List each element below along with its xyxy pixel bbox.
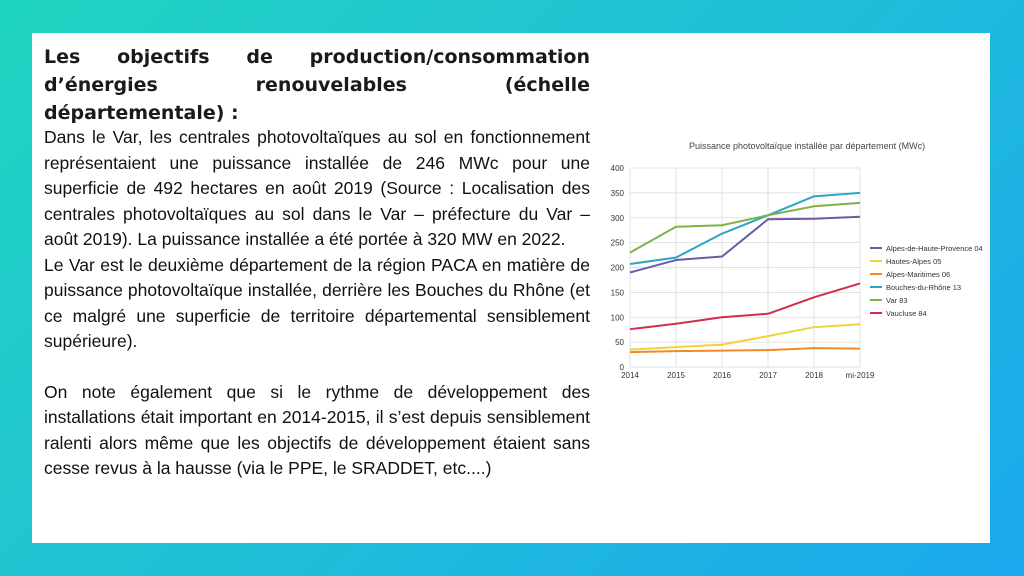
- body-text: [44, 125, 590, 482]
- x-tick-label: mi-2019: [845, 371, 875, 380]
- paragraph-paca-ranking: Le Var est le deuxième département de la région PACA en matière de puissance photovoltaïque installée, derrière les Bouches du Rhône (et ce malgré une superficie de territoire départemental sensiblement supérieure).: [44, 254, 590, 351]
- y-tick-label: 100: [610, 313, 624, 323]
- paragraph-development-rhythm: On note également que si le rythme de développement des installations était important en 2014-2015, il s’est depuis sensiblement ralenti alors même que les objectifs de développement étaient sans cesse revus à la hausse (via le PPE, le SRADDET, etc....): [44, 381, 590, 478]
- slide-heading: [44, 43, 590, 127]
- y-tick-label: 200: [610, 263, 624, 273]
- series-line: [630, 324, 860, 349]
- y-tick-label: 0: [619, 363, 624, 372]
- legend-label: Var 83: [886, 296, 908, 305]
- series-line: [630, 203, 860, 253]
- y-tick-label: 350: [610, 188, 624, 198]
- x-tick-label: 2018: [805, 371, 823, 380]
- legend-label: Vaucluse 84: [886, 309, 927, 318]
- y-tick-label: 150: [610, 288, 624, 298]
- series-line: [630, 283, 860, 329]
- legend-label: Alpes-de-Haute-Provence 04: [886, 244, 983, 253]
- legend-label: Alpes-Maritimes 06: [886, 270, 951, 279]
- y-tick-label: 250: [610, 238, 624, 248]
- y-tick-label: 50: [615, 338, 624, 348]
- heading-line-1: Les objectifs de production/consommation: [44, 46, 590, 68]
- series-line: [630, 193, 860, 264]
- x-tick-label: 2016: [713, 371, 731, 380]
- x-tick-label: 2014: [621, 371, 639, 380]
- legend-label: Hautes-Alpes 05: [886, 257, 942, 266]
- x-tick-label: 2017: [759, 371, 777, 380]
- y-tick-label: 400: [610, 164, 624, 173]
- x-tick-label: 2015: [667, 371, 685, 380]
- chart-title: Puissance photovoltaïque installée par département (MWc): [688, 141, 926, 151]
- pv-chart-svg: [592, 131, 983, 380]
- pv-chart: [592, 131, 983, 380]
- slide: [32, 33, 990, 543]
- y-tick-label: 300: [610, 213, 624, 223]
- legend-label: Bouches-du-Rhône 13: [886, 283, 962, 292]
- heading-line-2: d’énergies renouvelables (échelle départementale) :: [44, 74, 590, 124]
- paragraph-var-installed-power: Dans le Var, les centrales photovoltaïques au sol en fonctionnement représentaient une puissance installée de 246 MWc pour une superficie de 492 hectares en août 2019 (Source : Localisation des centrales photovoltaïques au sol dans le Var – préfecture du Var – août 2019). La puissance installée a été portée à 320 MW en 2022.: [44, 127, 590, 249]
